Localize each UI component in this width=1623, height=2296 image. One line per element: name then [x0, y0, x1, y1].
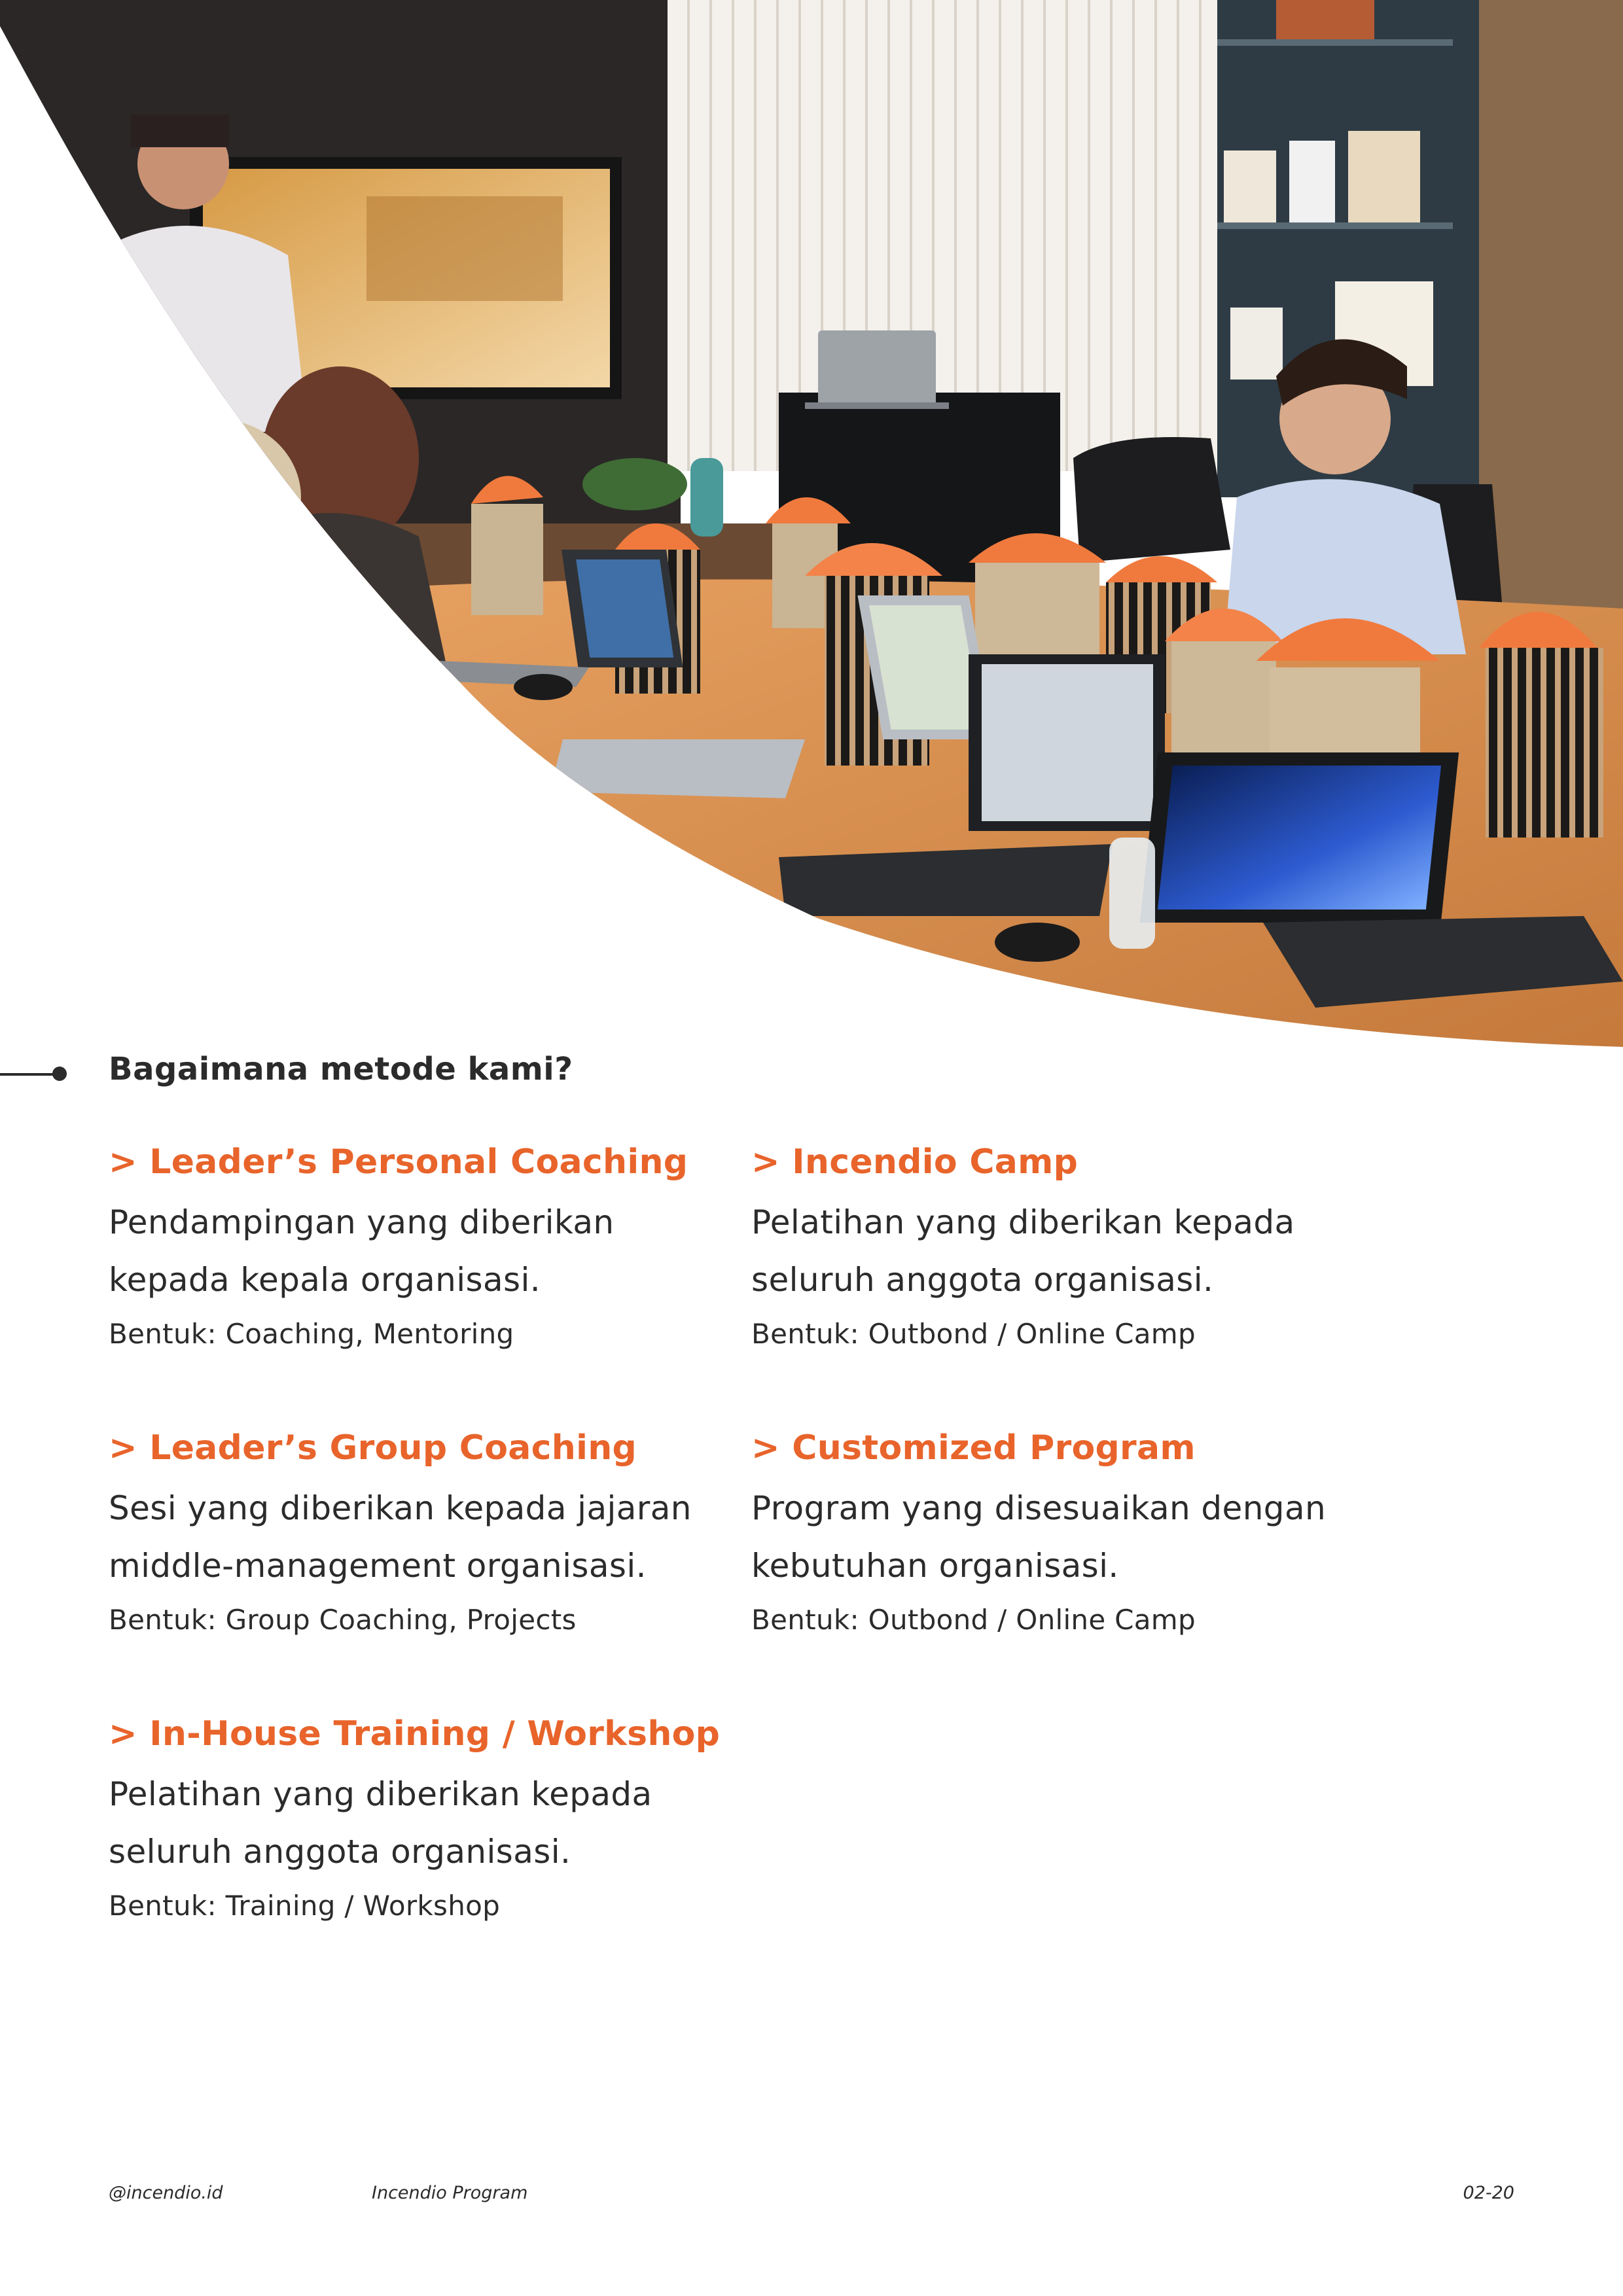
- method-description: Sesi yang diberikan kepada jajaran middle-management organisasi.: [109, 1489, 692, 1585]
- method-form: Bentuk: Training / Workshop: [109, 1890, 501, 1922]
- method-leaders-personal-coaching: [109, 1142, 698, 1350]
- method-form: Bentuk: Outbond / Online Camp: [751, 1318, 1196, 1350]
- method-title: > Incendio Camp: [751, 1142, 1079, 1182]
- method-form: Bentuk: Group Coaching, Projects: [109, 1604, 577, 1636]
- section-connector-dot: [52, 1067, 67, 1081]
- footer-page-number: 02-20: [1463, 2183, 1514, 2203]
- method-description: Pelatihan yang diberikan kepada seluruh anggota organisasi.: [751, 1203, 1295, 1299]
- section-title: Bagaimana metode kami?: [109, 1051, 573, 1087]
- method-incendio-camp: [751, 1142, 1340, 1350]
- method-leaders-group-coaching: [109, 1428, 698, 1636]
- method-description: Pendampingan yang diberikan kepada kepala organisasi.: [109, 1203, 615, 1299]
- method-title: > Leader’s Group Coaching: [109, 1428, 637, 1468]
- method-title: > In-House Training / Workshop: [109, 1714, 721, 1754]
- method-form: Bentuk: Coaching, Mentoring: [109, 1318, 514, 1350]
- method-description: Pelatihan yang diberikan kepada seluruh anggota organisasi.: [109, 1775, 652, 1871]
- method-form: Bentuk: Outbond / Online Camp: [751, 1604, 1196, 1636]
- footer-handle: @incendio.id: [109, 2183, 223, 2203]
- footer-program: Incendio Program: [372, 2183, 528, 2203]
- method-title: > Customized Program: [751, 1428, 1196, 1468]
- method-description: Program yang disesuaikan dengan kebutuhan organisasi.: [751, 1489, 1327, 1585]
- method-in-house-training: [109, 1714, 721, 1922]
- method-title: > Leader’s Personal Coaching: [109, 1142, 688, 1182]
- method-customized-program: [751, 1428, 1340, 1636]
